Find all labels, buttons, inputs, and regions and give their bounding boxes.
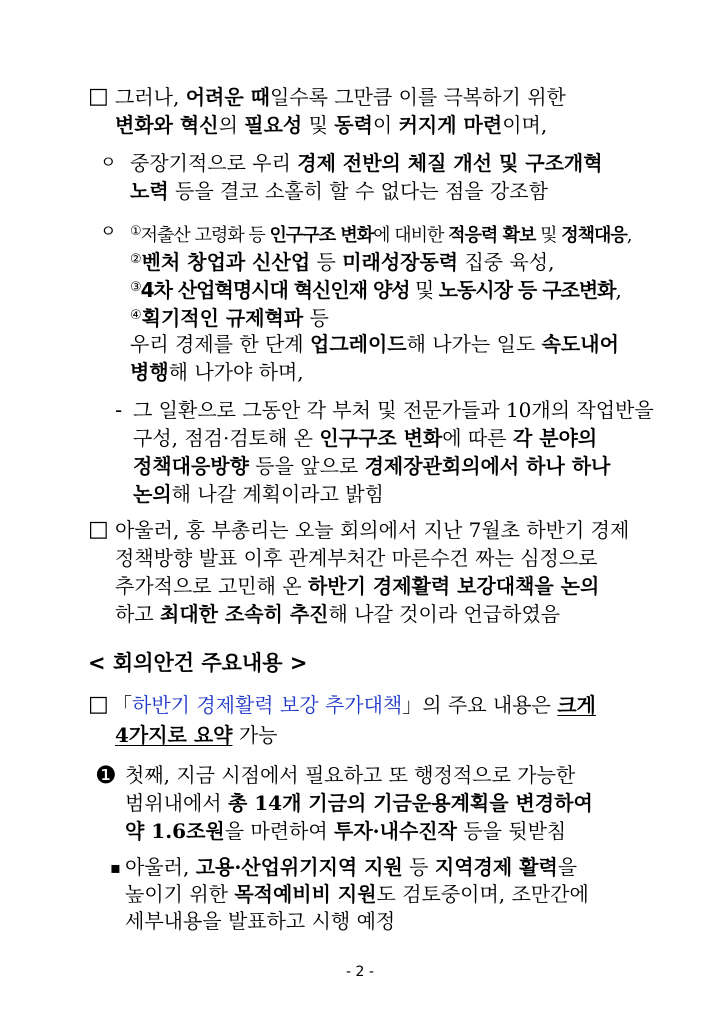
superscript-number: ③ [130,280,141,295]
circle-bullet-icon: ㅇ [100,153,117,173]
bold-text-run: 4차 산업혁명시대 혁신인재 양성 [140,278,410,302]
bold-text-run: 노동시장 등 구조변화 [438,278,616,302]
text-run: 추가적으로 고민해 온 [115,574,308,598]
text-run: 세부내용을 발표하고 시행 예정 [125,909,396,933]
text-run: 아울러, 홍 부총리는 오늘 회의에서 지난 7월초 하반기 경제 [115,518,630,542]
bold-text-run: 변화와 혁신 [115,113,219,137]
text-run: 등 [310,250,343,274]
text-run: 아울러, [125,855,196,879]
bold-text-run: 미래성장동력 [342,250,459,274]
text-run: 을 [557,855,578,879]
highlighted-title-run: 하반기 경제활력 보강 추가대책 [132,693,403,717]
text-line [125,881,589,908]
text-run: 등 [402,855,435,879]
bold-text-run: 경제장관회의에서 하나 하나 [364,454,611,478]
bold-text-run: 목적예비비 지원 [234,882,377,906]
bold-text-run: 필요성 [244,113,303,137]
text-line [130,302,632,330]
text-line [125,761,593,789]
text-run: 가능 [232,723,278,747]
superscript-number: ② [130,252,142,267]
section-heading: < 회의안건 주요내용 > [88,651,308,675]
text-line [130,177,603,205]
bold-text-run: 속도내어 [541,332,619,356]
text-run: 및 [302,113,335,137]
text-run: 우리 경제를 한 단계 [130,332,310,356]
bold-text-run: 동력 [334,113,373,137]
paragraph-supplementary-measures [88,516,629,628]
text-line [115,111,566,139]
paragraph-lines [125,854,589,935]
text-line [115,600,629,628]
text-run: 해 나가는 일도 [406,332,542,356]
text-line [130,149,603,177]
text-run: 그러나, [115,85,186,109]
bold-text-run: 병행 [130,360,169,384]
text-run: 및 [409,278,439,302]
bold-text-run: 벤처 창업과 신산업 [141,250,311,274]
bold-text-run: 최대한 조속히 추진 [160,602,329,626]
text-line [125,908,589,935]
paragraph-lines [115,516,629,628]
text-line [133,424,654,452]
paragraph-lines [112,690,596,750]
text-run: 그 일환으로 그동안 각 부처 및 전문가들과 10개의 작업반을 [133,398,654,422]
text-run: 등을 앞으로 [248,454,365,478]
text-run: 에 대비한 [373,225,449,246]
bold-text-run: 인구구조 변화 [319,426,443,450]
bold-text-run: 경제 전반의 체질 개선 및 구조개혁 [297,151,603,175]
bold-text-run: 획기적인 규제혁파 [141,306,304,330]
bold-text-run: 약 1.6조원 [125,819,225,843]
text-run: 하고 [115,602,160,626]
superscript-number: ④ [130,308,142,323]
text-line [133,452,654,480]
bold-text-run: 각 분야의 [512,426,598,450]
text-line [112,720,596,750]
text-run: 정책방향 발표 이후 관계부처간 마른수건 짜는 심정으로 [115,546,598,570]
text-run: 의 [218,113,245,137]
text-line [112,690,596,720]
dash-bullet: - [115,398,123,422]
text-line [130,246,632,274]
text-run: 」의 주요 내용은 [402,693,558,717]
text-run: 일수록 그만큼 이를 극복하기 위한 [269,85,566,109]
bold-text-run: 논의 [133,482,172,506]
bold-text-run: 커지게 마련 [398,113,503,137]
superscript-number: ① [130,224,141,239]
text-run: 높이기 위한 [125,882,235,906]
paragraph-lines [115,83,566,139]
bold-text-run: 하반기 경제활력 보강대책을 논의 [307,574,600,598]
text-run: 등을 결코 소홀히 할 수 없다는 점을 강조함 [168,179,548,203]
text-line [115,572,629,600]
text-run: 이 [372,113,399,137]
paragraph-policy-priorities [100,218,632,386]
text-line [125,789,593,817]
bold-text-run: 정책대응 [561,225,627,246]
paragraph-regional-support [110,854,589,935]
square-bullet-icon: □ [88,692,109,717]
text-run: 등 [303,306,329,330]
text-run: 을 마련하여 [224,819,335,843]
paragraph-structural-reform [100,149,603,205]
bold-text-run: 어려운 때 [185,85,270,109]
text-line [130,274,632,302]
text-run: 이며, [502,113,548,137]
text-line [115,516,629,544]
bold-text-run: 고용·산업위기지역 지원 [195,855,403,879]
text-line [125,817,593,845]
small-square-bullet-icon: ▪ [110,858,121,877]
text-run: 도 검토중이며, 조만간에 [376,882,589,906]
text-line [133,396,654,424]
square-bullet-icon: □ [88,84,109,109]
underlined-bold-text-run: 4가지로 요약 [115,723,233,747]
text-run: 에 따른 [442,426,513,450]
text-line [115,544,629,572]
bold-text-run: 적응력 확보 [448,225,536,246]
bold-text-run: 정책대응방향 [133,454,249,478]
paragraph-lines [125,761,593,845]
paragraph-lines [133,396,654,508]
bold-text-run: 총 14개 기금의 기금운용계획을 변경하여 [227,791,593,815]
text-run: 해 나가야 하며, [168,360,304,384]
bold-text-run: 업그레이드 [310,332,407,356]
text-run: 해 나갈 계획이라고 밝힘 [171,482,384,506]
text-run: 범위내에서 [125,791,228,815]
paragraph-first-measure [95,761,593,845]
paragraph-summary [88,690,596,750]
underlined-bold-text-run: 크게 [557,693,596,717]
bold-text-run: 인구구조 변화 [269,225,374,246]
bold-text-run: 노력 [130,179,169,203]
text-run: 중장기적으로 우리 [130,151,298,175]
text-run: 집중 육성, [458,250,555,274]
text-line [125,854,589,881]
numbered-bullet-icon: ❶ [95,761,117,789]
text-run: 구성, 점검·검토해 온 [133,426,320,450]
bold-text-run: 지역경제 활력 [434,855,558,879]
text-line [130,218,632,246]
text-run: , [626,225,632,246]
text-line [130,358,632,386]
circle-bullet-icon: ㅇ [100,222,117,242]
paragraph-working-groups [115,396,654,508]
text-line [115,83,566,111]
paragraph-difficulty-and-innovation [88,83,566,139]
text-run: 등을 뒷받침 [456,819,567,843]
paragraph-lines [130,218,632,386]
text-run: 첫째, 지금 시점에서 필요하고 또 행정적으로 가능한 [125,763,576,787]
text-run: 해 나갈 것이라 언급하였음 [328,602,561,626]
page-number: - 2 - [346,964,374,980]
text-line [130,330,632,358]
text-line [133,480,654,508]
square-bullet-icon: □ [88,517,109,542]
paragraph-lines [130,149,603,205]
bold-text-run: 투자·내수진작 [334,819,457,843]
text-run: , [615,278,621,302]
text-run: 및 [535,225,562,246]
text-run: 「 [112,693,132,717]
text-run: 저출산 고령화 등 [140,225,270,246]
